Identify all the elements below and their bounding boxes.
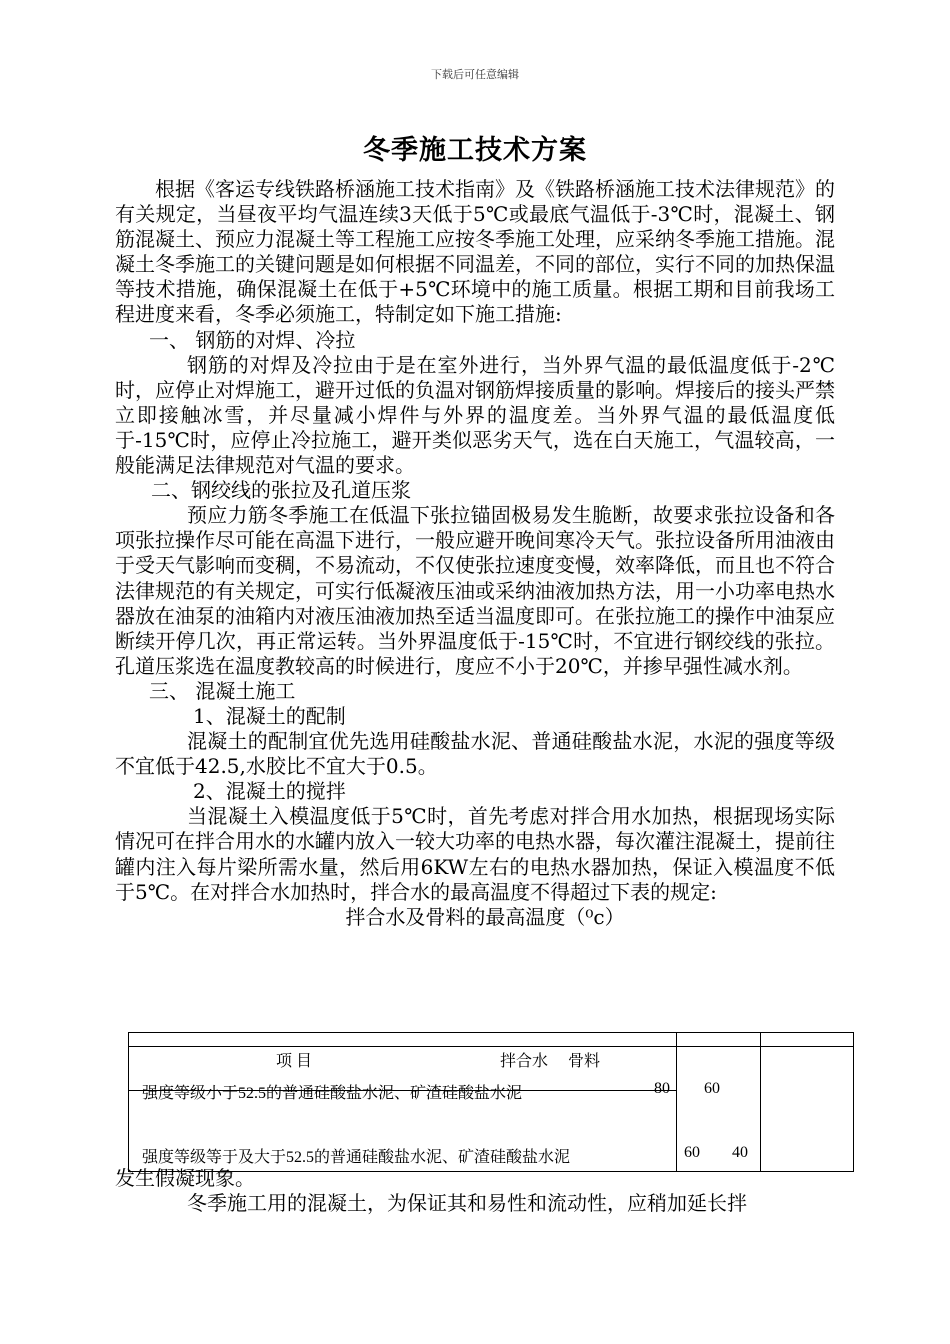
table-row-2-item: 强度等级等于及大于52.5的普通硅酸盐水泥、矿渣硅酸盐水泥 bbox=[142, 1149, 571, 1166]
document-title: 冬季施工技术方案 bbox=[363, 135, 587, 166]
section-heading-rebar: 一、 钢筋的对焊、冷拉 bbox=[149, 327, 356, 352]
false-set-paragraph: 发生假凝现象。 bbox=[115, 1166, 255, 1190]
document-body bbox=[115, 177, 835, 930]
document-body-continued bbox=[115, 1166, 835, 1216]
mixing-time-paragraph: 冬季施工用的混凝土，为保证其和易性和流动性，应稍加延长拌 bbox=[187, 1191, 747, 1216]
subheading-mix: 1、混凝土的配制 bbox=[193, 703, 346, 728]
rebar-paragraph: 钢筋的对焊及冷拉由于是在室外进行，当外界气温的最低温度低于-2℃时，应停止对焊施工，避开过低的负温对钢筋焊接质量的影响。焊接后的接头严禁立即接触冰雪，并尽量减小焊件与外界的温度差。当外界气温的最低温度低于-15℃时，应停止冷拉施工，避开类似恶劣天气，选在白天施工，气温较高，一般能满足法律规范对气温的要求。 bbox=[115, 352, 835, 478]
section-heading-concrete: 三、 混凝土施工 bbox=[149, 678, 296, 703]
table-row-2-aggregate: 40 bbox=[732, 1144, 748, 1161]
subheading-stirring: 2、混凝土的搅拌 bbox=[193, 779, 346, 804]
table-header-aggregate: 骨料 bbox=[568, 1053, 601, 1070]
table-row-1-item: 强度等级小于52.5的普通硅酸盐水泥、矿渣硅酸盐水泥 bbox=[142, 1085, 523, 1102]
temperature-table bbox=[128, 1032, 854, 1172]
stirring-paragraph: 当混凝土入模温度低于5℃时，首先考虑对拌合用水加热，根据现场实际情况可在拌合用水的水罐内放入一较大功率的电热水器，每次灌注混凝土，提前往罐内注入每片梁所需水量，然后用6KW左右的电热水器加热，保证入模温度不低于5℃。在对拌合水加热时，拌合水的最高温度不得超过下表的规定: bbox=[115, 804, 835, 904]
table-caption: 拌合水及骨料的最高温度（⁰c） bbox=[345, 904, 625, 929]
mix-paragraph: 混凝土的配制宜优先选用硅酸盐水泥、普通硅酸盐水泥，水泥的强度等级不宜低于42.5,水胶比不宜大于0.5。 bbox=[115, 729, 835, 779]
section-heading-strand: 二、钢绞线的张拉及孔道压浆 bbox=[151, 478, 411, 503]
strand-paragraph: 预应力筋冬季施工在低温下张拉锚固极易发生脆断，故要求张拉设备和各项张拉操作尽可能在高温下进行，一般应避开晚间寒冷天气。张拉设备所用油液由于受天气影响而变稠，不易流动，不仅使张拉速度变慢，效率降低，而且也不符合法律规范的有关规定，可实行低凝液压油或采纳油液加热方法，用一小功率电热水器放在油泵的油箱内对液压油液加热至适当温度即可。在张拉施工的操作中油泵应断续开停几次，再正常运转。当外界温度低于-15℃时，不宜进行钢绞线的张拉。孔道压浆选在温度教较高的时候进行，度应不小于20℃，并掺早强性减水剂。 bbox=[115, 503, 835, 678]
table-header-item: 项 目 bbox=[276, 1053, 313, 1070]
table-row-1-water: 80 bbox=[654, 1080, 670, 1097]
intro-paragraph: 根据《客运专线铁路桥涵施工技术指南》及《铁路桥涵施工技术法律规范》的有关规定，当昼夜平均气温连续3天低于5℃或最底气温低于-3℃时，混凝土、钢筋混凝土、预应力混凝土等工程施工应按冬季施工处理，应采纳冬季施工措施。混凝土冬季施工的关键问题是如何根据不同温差，不同的部位，实行不同的加热保温等技术措施，确保混凝土在低于+5℃环境中的施工质量。根据工期和目前我场工程进度来看，冬季必须施工，特制定如下施工措施: bbox=[115, 177, 835, 327]
table-header-water: 拌合水 bbox=[500, 1053, 549, 1070]
table-row-1-aggregate: 60 bbox=[704, 1080, 720, 1097]
header-note: 下载后可任意编辑 bbox=[431, 68, 519, 81]
table-row-2-water: 60 bbox=[684, 1144, 700, 1161]
